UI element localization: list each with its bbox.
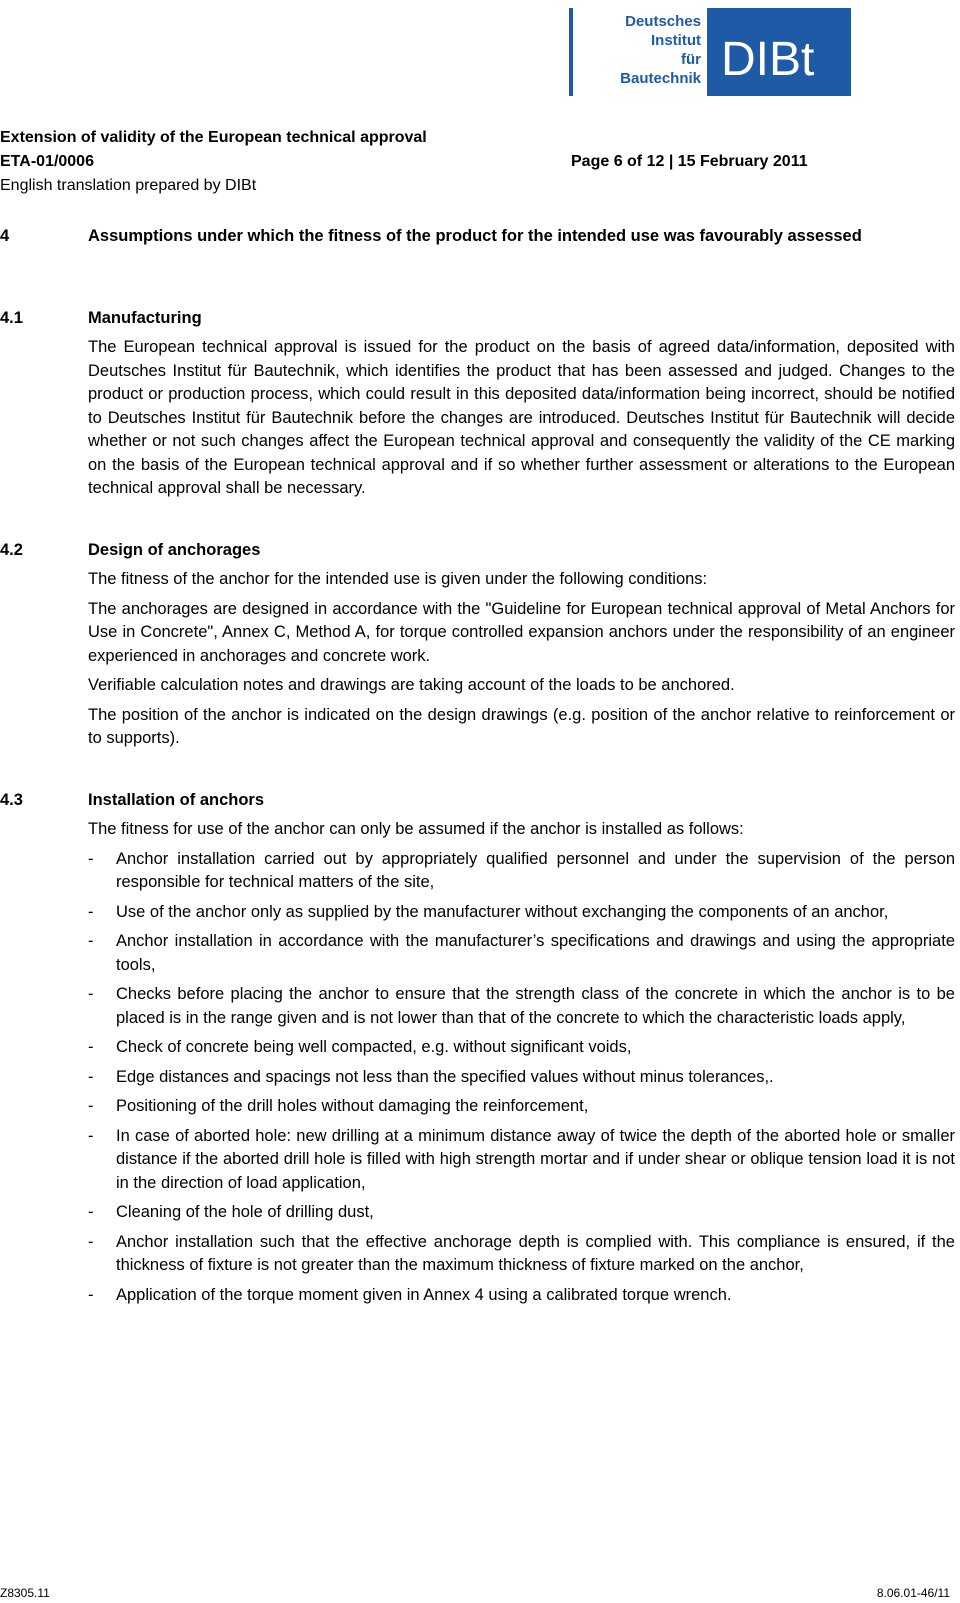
section-heading: Assumptions under which the fitness of the product for the intended use was favourably assessed xyxy=(88,227,862,245)
logo-word: Bautechnik xyxy=(620,70,701,87)
section-number: 4.3 xyxy=(0,791,23,809)
paragraph: The European technical approval is issued for the product on the basis of agreed data/information, deposited with Deutsches Institut für Bautechnik, which identifies the product that has been assessed and judged. Changes to the product or production process, which could result in this deposited data/information being incorrect, should be notified to Deutsches Institut für Bautechnik before the changes are introduced. Deutsches Institut für Bautechnik will decide whether or not such changes affect the European technical approval and consequently the validity of the CE marking on the basis of the European technical approval and if so whether further assessment or alterations to the European technical approval shall be necessary. xyxy=(88,338,955,497)
list-item-text: Application of the torque moment given in Annex 4 using a calibrated torque wrench. xyxy=(116,1285,732,1304)
list-item-text: Edge distances and spacings not less than the specified values without minus tolerances,. xyxy=(116,1067,774,1086)
paragraph: Verifiable calculation notes and drawings are taking account of the loads to be anchored. xyxy=(88,676,735,694)
document-number: ETA-01/0006 xyxy=(0,153,94,170)
document-title: Extension of validity of the European technical approval xyxy=(0,129,427,146)
footer-file-reference: 8.06.01-46/11 xyxy=(876,1586,950,1600)
list-item-text: Cleaning of the hole of drilling dust, xyxy=(116,1203,374,1221)
list-item-text: Anchor installation such that the effective anchorage depth is complied with. This compliance is ensured, if the thickness of fixture is not greater than the maximum thickness of fixture marked on the anchor, xyxy=(116,1232,955,1274)
list-item xyxy=(88,1095,955,1119)
logo-wordmark xyxy=(581,12,701,88)
section-number: 4 xyxy=(0,227,10,245)
section-heading: Manufacturing xyxy=(88,309,202,327)
bullet-dash: - xyxy=(88,1038,94,1056)
logo-mark-text: DIBt xyxy=(721,33,815,86)
bullet-dash: - xyxy=(88,1067,94,1086)
section-number: 4.1 xyxy=(0,309,23,327)
dibt-logo xyxy=(569,8,851,96)
bullet-dash: - xyxy=(88,932,94,950)
logo-mark xyxy=(707,8,851,96)
logo-divider xyxy=(569,8,573,96)
list-item xyxy=(88,848,955,895)
section-body xyxy=(88,818,955,1313)
list-item xyxy=(88,983,955,1030)
section-heading: Design of anchorages xyxy=(88,541,261,559)
bullet-dash: - xyxy=(88,1097,94,1115)
list-item-text: In case of aborted hole: new drilling at a minimum distance away of twice the depth of the aborted hole or smaller distance if the aborted drill hole is filled with high strength mortar and if under shear or oblique tension load it is not in the direction of load application, xyxy=(116,1126,955,1192)
list-item xyxy=(88,1066,955,1090)
paragraph: The position of the anchor is indicated on the design drawings (e.g. position of the anchor relative to reinforcement or to supports). xyxy=(88,705,955,747)
logo-word: Institut xyxy=(651,32,701,49)
list-item xyxy=(88,1125,955,1196)
logo-word: für xyxy=(681,51,701,68)
list-item xyxy=(88,930,955,977)
list-item-text: Checks before placing the anchor to ensure that the strength class of the concrete in which the anchor is to be placed is in the range given and is not lower than that of the concrete to which the characteristic loads apply, xyxy=(116,985,955,1027)
logo-word: Deutsches xyxy=(625,13,701,30)
installation-conditions-list xyxy=(88,848,955,1308)
list-item-text: Use of the anchor only as supplied by the manufacturer without exchanging the components of an anchor, xyxy=(116,902,889,921)
list-item-text: Anchor installation carried out by appropriately qualified personnel and under the supervision of the person responsible for technical matters of the site, xyxy=(116,849,955,891)
bullet-dash: - xyxy=(88,1232,94,1251)
list-item xyxy=(88,1036,955,1060)
bullet-dash: - xyxy=(88,1126,94,1145)
list-item-text: Anchor installation in accordance with the manufacturer’s specifications and drawings and using the appropriate tools, xyxy=(116,932,955,974)
list-item xyxy=(88,1284,955,1308)
section-body xyxy=(88,336,955,507)
bullet-dash: - xyxy=(88,1203,94,1221)
page-info: Page 6 of 12 | 15 February 2011 xyxy=(571,153,808,170)
paragraph: The fitness of the anchor for the intended use is given under the following conditions: xyxy=(88,570,708,588)
list-item xyxy=(88,1201,955,1225)
section-heading: Installation of anchors xyxy=(88,791,265,809)
bullet-dash: - xyxy=(88,985,94,1003)
section-body xyxy=(88,568,955,757)
list-item-text: Check of concrete being well compacted, e.g. without significant voids, xyxy=(116,1038,632,1056)
list-item-text: Positioning of the drill holes without damaging the reinforcement, xyxy=(116,1097,589,1115)
translation-note: English translation prepared by DIBt xyxy=(0,177,257,194)
bullet-dash: - xyxy=(88,849,94,868)
section-number: 4.2 xyxy=(0,541,23,559)
bullet-dash: - xyxy=(88,902,94,921)
paragraph: The fitness for use of the anchor can only be assumed if the anchor is installed as follows: xyxy=(88,820,744,838)
list-item xyxy=(88,1231,955,1278)
footer-document-code: Z8305.11 xyxy=(0,1586,50,1600)
bullet-dash: - xyxy=(88,1285,94,1304)
list-item xyxy=(88,901,955,925)
paragraph: The anchorages are designed in accordance with the "Guideline for European technical approval of Metal Anchors for Use in Concrete", Annex C, Method A, for torque controlled expansion anchors under the responsibility of an engineer experienced in anchorages and concrete work. xyxy=(88,599,955,665)
